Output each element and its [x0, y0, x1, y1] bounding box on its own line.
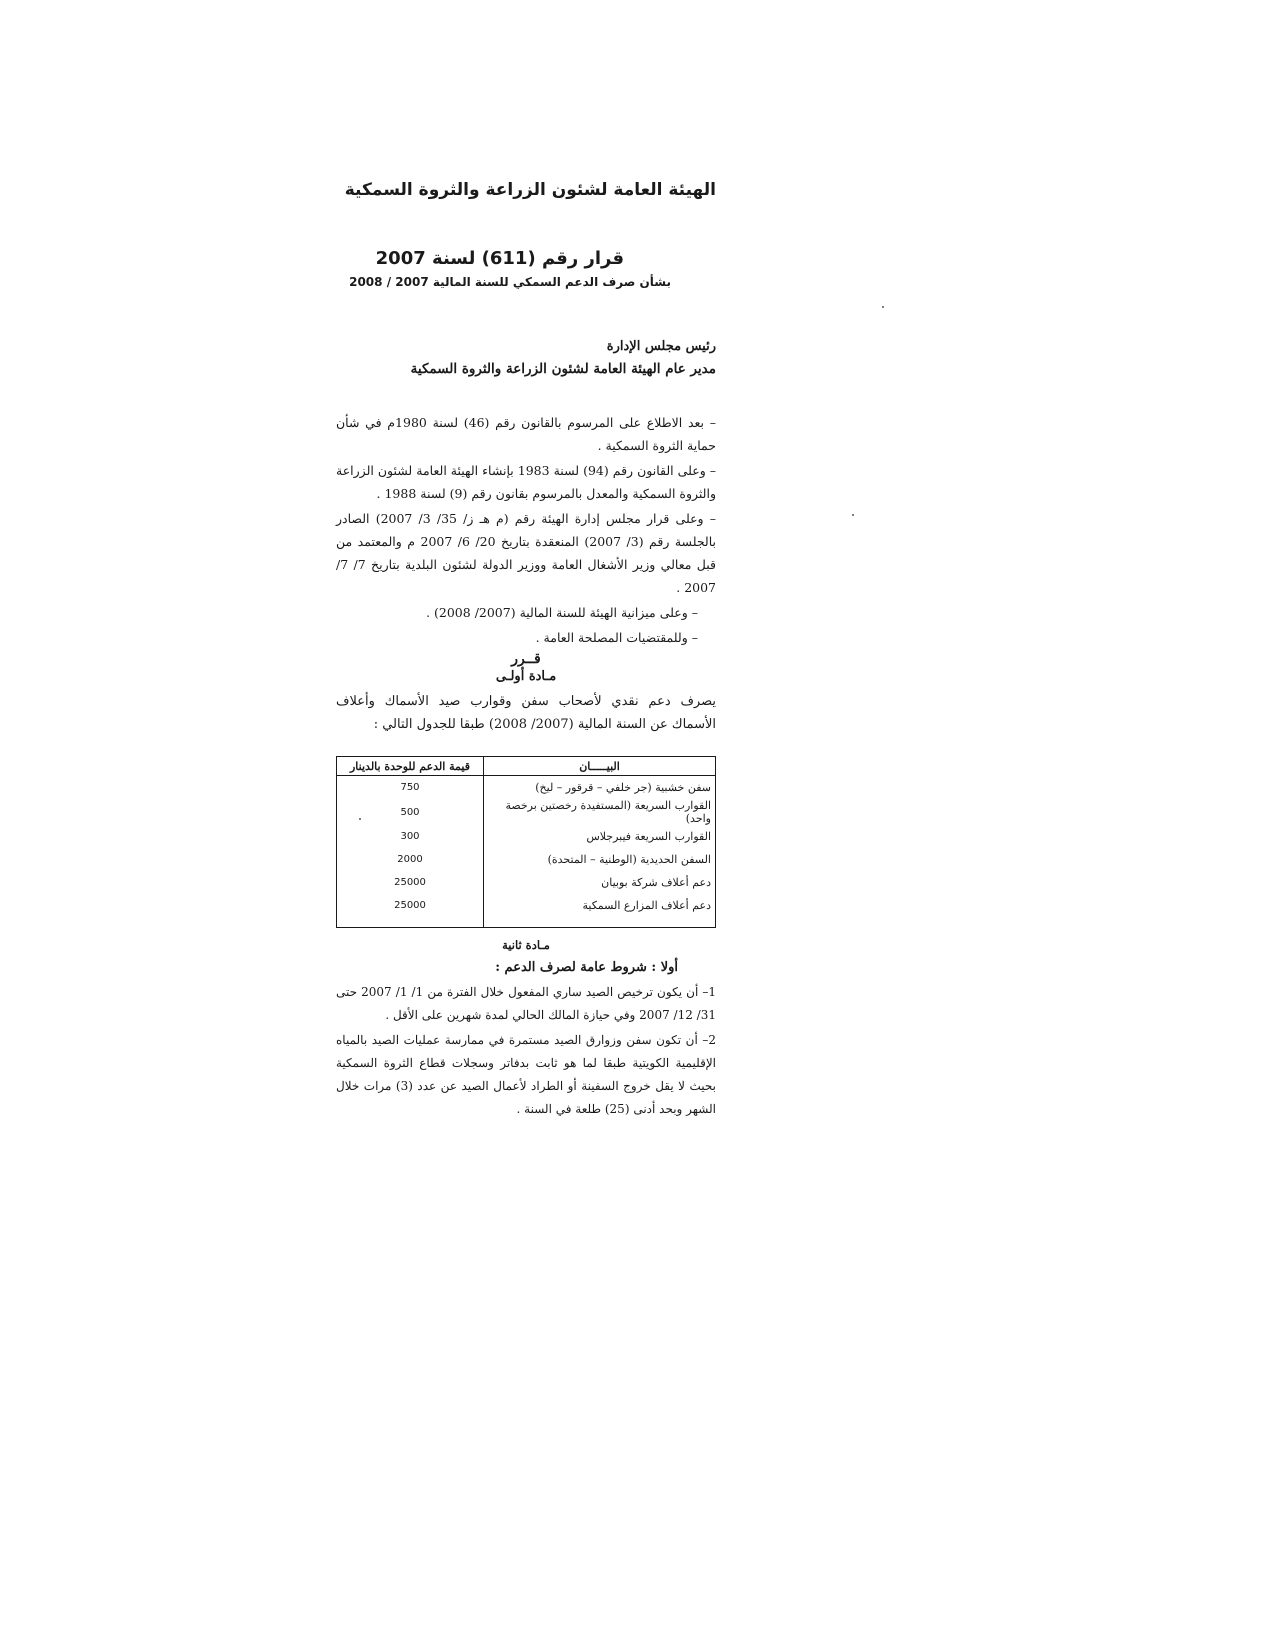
issuer-block: [336, 335, 716, 381]
row-description: دعم أعلاف شركة بوبيان: [484, 871, 716, 894]
support-table: [336, 756, 716, 928]
authority-heading: الهيئة العامة لشئون الزراعة والثروة السمكية: [344, 180, 716, 200]
condition-item: 2– أن تكون سفن وزوارق الصيد مستمرة في ممارسة عمليات الصيد بالمياه الإقليمية الكويتية طبقا لما هو ثابت بدفاتر وسجلات قطاع الثروة السمكية بحيث لا يقل خروج السفينة أو الطراد لأعمال الصيد عن عدد (3) مرات خلال الشهر وبحد أدنى (25) طلعة في السنة .: [336, 1033, 716, 1116]
condition-item: 1– أن يكون ترخيص الصيد ساري المفعول خلال الفترة من 1/ 1/ 2007 حتى 31/ 12/ 2007 وفي حيازة المالك الحالي لمدة شهرين على الأقل .: [336, 985, 717, 1022]
row-value: 750: [400, 782, 420, 793]
preamble-item: – وعلى قرار مجلس إدارة الهيئة رقم (م هـ ز/ 35/ 3/ 2007) الصادر بالجلسة رقم (3/ 2007) المنعقدة بتاريخ 20/ 6/ 2007 م والمعتمد من قبل معالي وزير الأشغال العامة ووزير الدولة لشئون البلدية بتاريخ 7/ 7/ 2007 .: [336, 511, 717, 595]
article-2-title: مـادة ثانية: [502, 938, 550, 952]
row-description: دعم أعلاف المزارع السمكية: [484, 894, 716, 928]
decree-title: قرار رقم (611) لسنة 2007: [375, 248, 624, 269]
column-header-value: قيمة الدعم للوحدة بالدينار: [337, 757, 484, 776]
table-row: [337, 848, 716, 871]
table-row: [337, 825, 716, 848]
preamble-item: – وعلى القانون رقم (94) لسنة 1983 بإنشاء الهيئة العامة لشئون الزراعة والثروة السمكية والمعدل بالمرسوم بقانون رقم (9) لسنة 1988 .: [336, 463, 717, 501]
preamble: [336, 411, 716, 649]
table-header-row: [337, 757, 716, 776]
article-1-text: يصرف دعم نقدي لأصحاب سفن وقوارب صيد الأسماك وأعلاف الأسماك عن السنة المالية (2007/ 2008) طبقا للجدول التالي :: [336, 694, 716, 732]
row-description: القوارب السريعة فيبرجلاس: [484, 825, 716, 848]
row-value: 25000: [394, 877, 426, 888]
preamble-item: – وعلى ميزانية الهيئة للسنة المالية (2007/ 2008) .: [426, 605, 698, 620]
table-row: [337, 894, 716, 928]
scan-speck: [882, 306, 884, 308]
row-description: سفن خشبية (جر خلفي – قرقور – ليخ): [484, 776, 716, 800]
row-description: السفن الحديدية (الوطنية – المتحدة): [484, 848, 716, 871]
decided-heading: قــرر: [511, 651, 541, 667]
article-1-title: مـادة أولـى: [495, 669, 557, 684]
general-conditions-heading: أولا : شروط عامة لصرف الدعم :: [495, 960, 678, 975]
row-value: 300: [400, 831, 420, 842]
row-value: 500: [400, 806, 420, 818]
table-row: [337, 871, 716, 894]
preamble-item: – وللمقتضيات المصلحة العامة .: [535, 630, 698, 645]
column-header-description: البيـــــان: [484, 757, 716, 776]
scan-speck: [852, 514, 854, 516]
row-value: 2000: [397, 854, 423, 865]
decree-subtitle: بشأن صرف الدعم السمكي للسنة المالية 2007 / 2008: [349, 275, 671, 289]
preamble-item: – بعد الاطلاع على المرسوم بالقانون رقم (46) لسنة 1980م في شأن حماية الثروة السمكية .: [336, 415, 717, 453]
row-value: 25000: [394, 900, 426, 911]
issuer-line-1: رئيس مجلس الإدارة: [606, 339, 716, 354]
table-row: [337, 799, 716, 825]
row-description: القوارب السريعة (المستفيدة رخصتين برخصة واحد): [484, 799, 716, 825]
scan-speck: [359, 818, 361, 820]
decree-column: [336, 170, 716, 1123]
table-row: [337, 776, 716, 800]
issuer-line-2: مدير عام الهيئة العامة لشئون الزراعة والثروة السمكية: [410, 361, 716, 377]
conditions-list: [336, 981, 716, 1121]
